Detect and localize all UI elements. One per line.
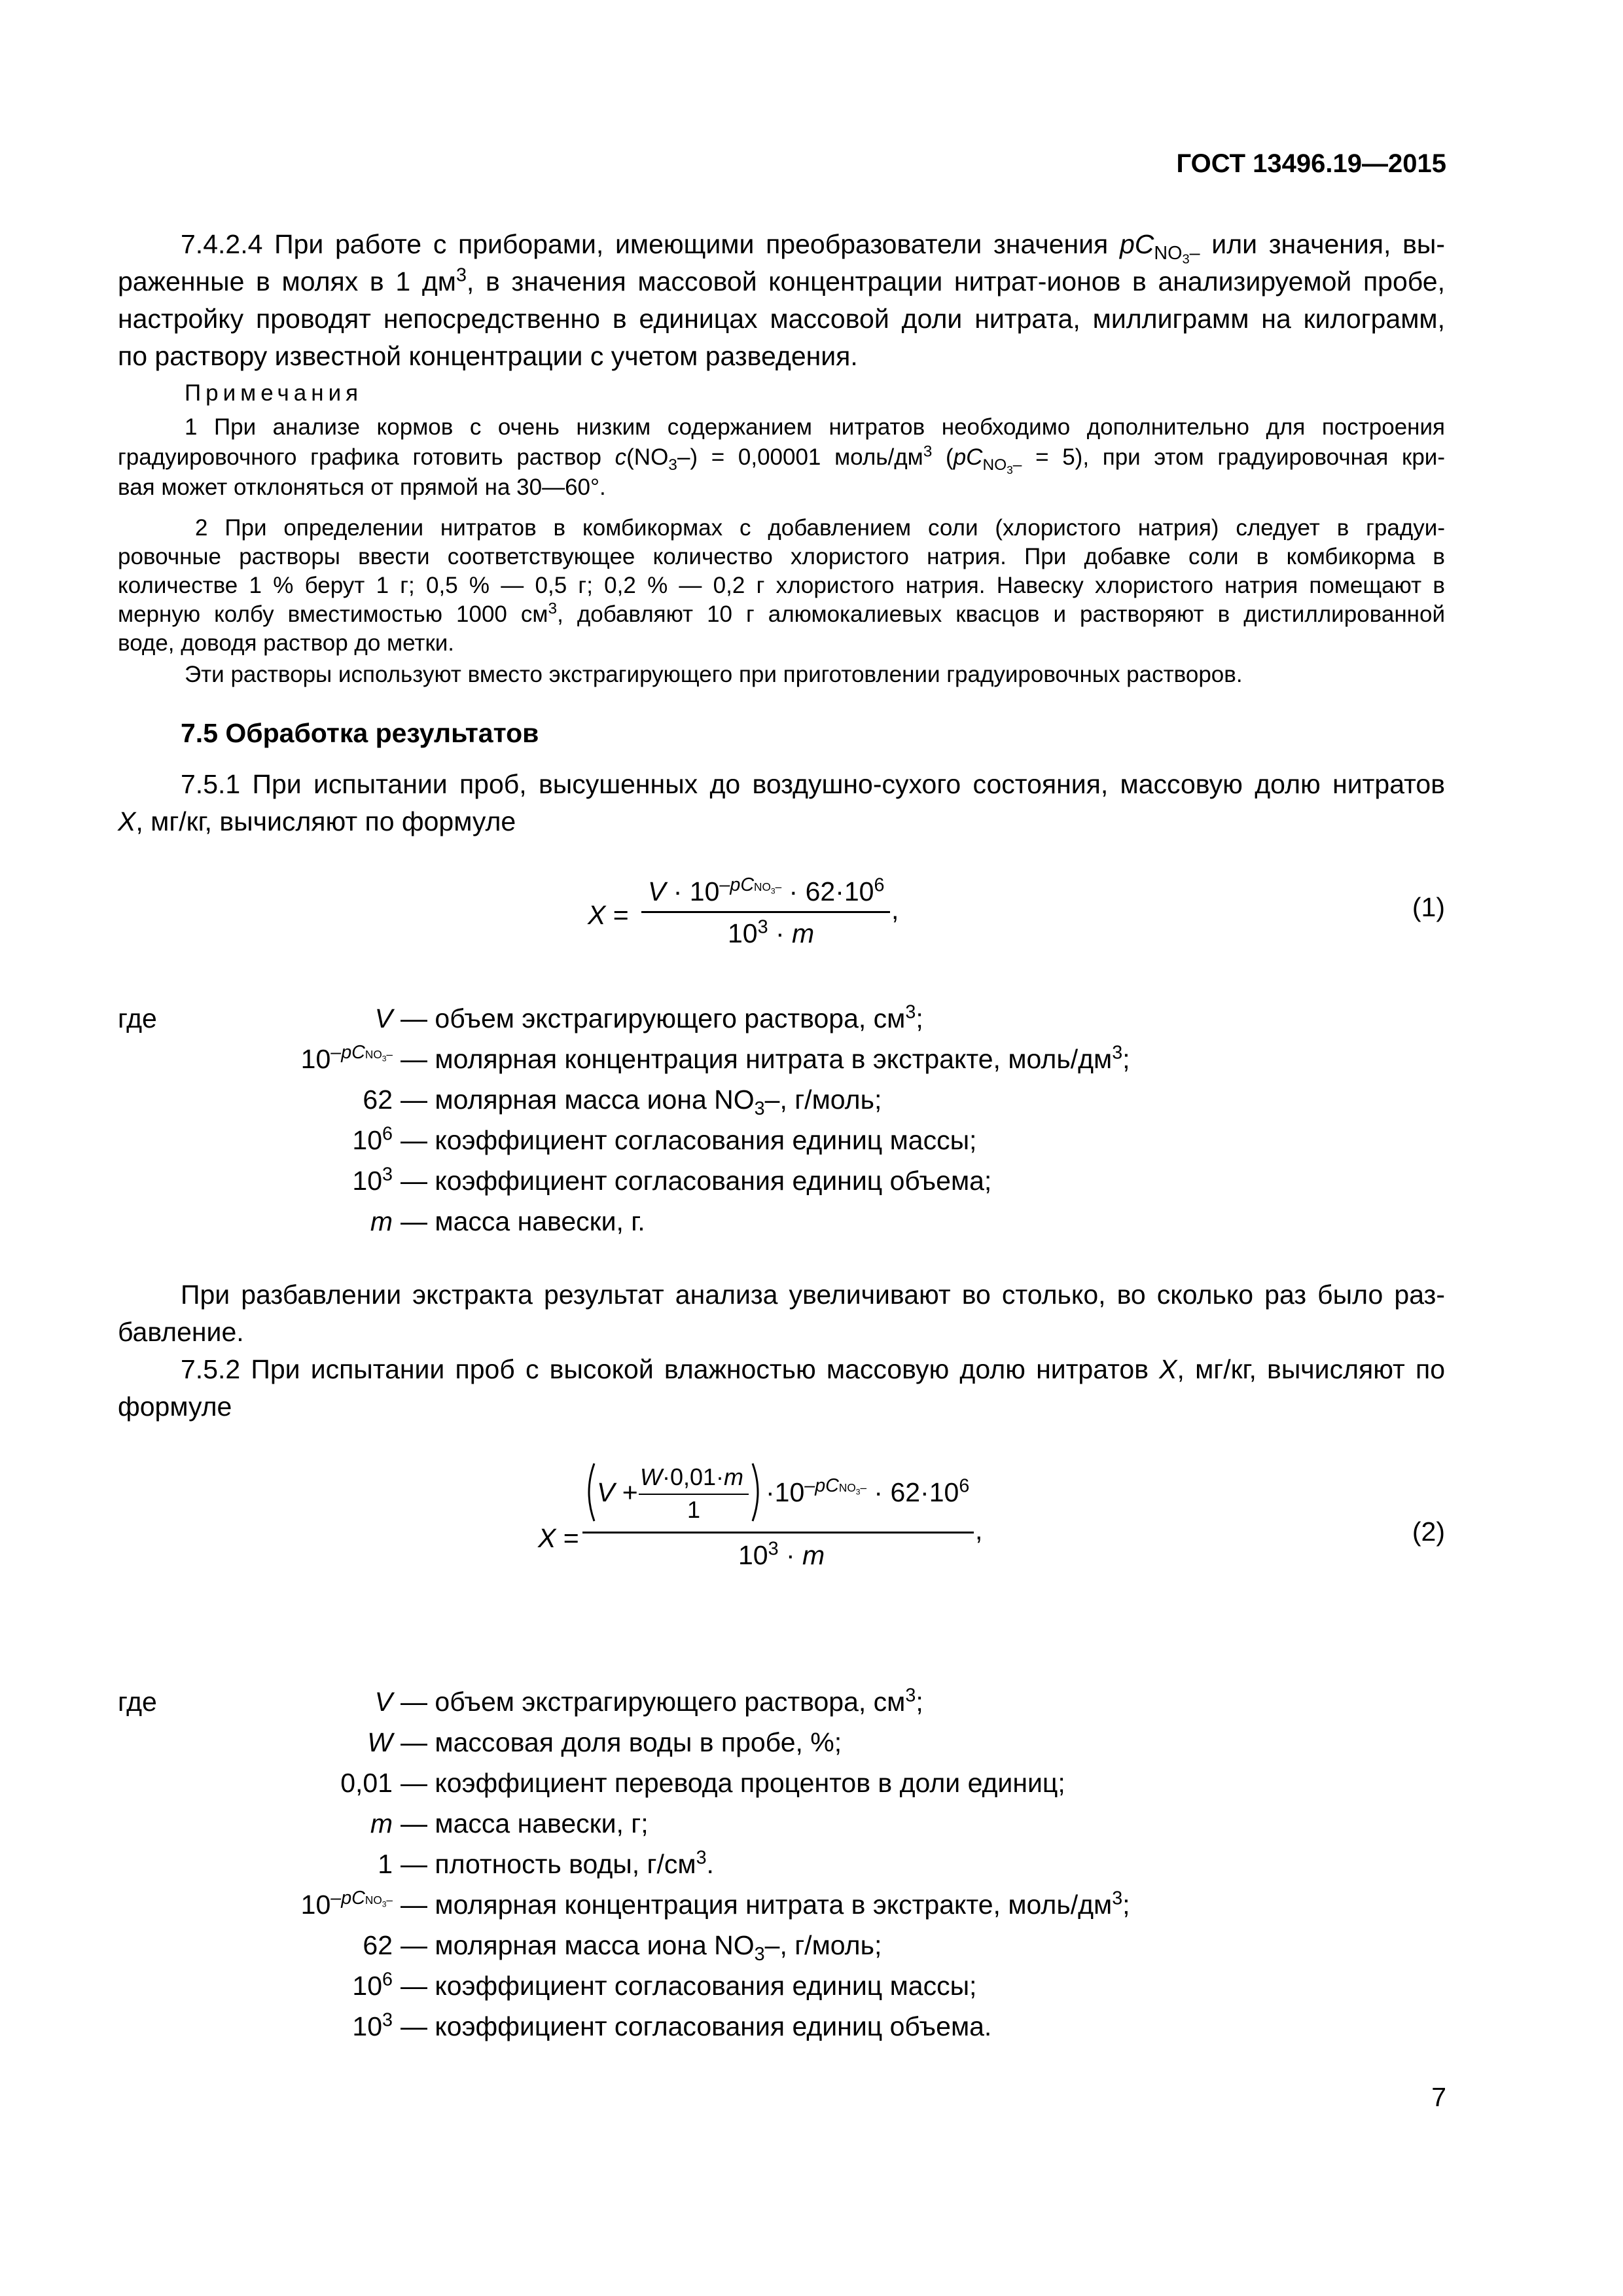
note1-line3: вая может отклоняться от прямой на 30—60°. [118,475,606,500]
p752-line2: формуле [118,1391,232,1422]
p7424-line2: раженные в молях в 1 $дм^3$, в значения массовой концентрации нитрат-ионов в анализируемой пробе, [118,264,1445,296]
p752-line1: 7.5.2 При испытании проб с высокой влажностью массовую долю нитратов X, мг/кг, вычисляют по [181,1354,1445,1384]
p7424-line4: по раствору известной концентрации с учетом разведения. [118,341,858,371]
formula2-V: V + [597,1477,638,1507]
formula2-label: (2) [1412,1516,1445,1547]
formula2-lhs: X = [538,1523,579,1553]
note2-line4: мерную колбу вместимостью 1000 $см^3$, добавляют 10 г алюмокалиевых квасцов и растворяют в дистиллированной [118,600,1445,627]
p7424-line3: настройку проводят непосредственно в единицах массовой доли нитрата, миллиграмм на килограмм, [118,304,1445,334]
formula2-inner-denominator: 1 [687,1496,701,1523]
note2-line6: Эти растворы используют вместо экстрагирующего при приготовлении градуировочных растворов. [185,662,1243,687]
formula2-paren-left [582,1462,597,1522]
formula2-inner-bar [639,1494,749,1495]
formula1-denominator: $10^3 \cdot m$ [728,916,815,948]
page-number: 7 [1431,2082,1446,2112]
formula2-paren-right [750,1462,764,1522]
note1-line2: градуировочного графика готовить раствор $c(NO_3-) = 0,00001$ моль/$дм^3$ $(pC_{NO_3-} = 5)$, при этом градуировочная кри- [118,442,1445,476]
dilution-line1: При разбавлении экстракта результат анализа увеличивают во столько, во сколько раз было раз- [181,1280,1445,1310]
legend1-where: где [118,1003,157,1033]
formula1-comma: , [891,895,899,925]
notes-title: Примечания [185,380,363,406]
p7424-line1: 7.4.2.4 При работе с приборами, имеющими преобразователи значения $pC_{NO_3-}$ или значения, вы- [181,229,1446,267]
note2-line1: 2 При определении нитратов в комбикормах с добавлением соли (хлористого натрия) следует в градуи- [195,515,1445,541]
note2-line3: количестве 1 % берут 1 г; 0,5 % — 0,5 г; 0,2 % — 0,2 г хлористого натрия. Навеску хлористого натрия помещают в [118,573,1445,598]
p751-line1: 7.5.1 При испытании проб, высушенных до воздушно-сухого состояния, массовую долю нитратов [181,769,1445,799]
note2-line2: ровочные растворы ввести соответствующее количество хлористого натрия. При добавке соли в комбикорма в [118,544,1445,569]
p751-line2: X, мг/кг, вычисляют по формуле [118,806,516,836]
formula1-label: (1) [1412,892,1445,922]
note2-line5: воде, доводя раствор до метки. [118,630,455,656]
section-heading: 7.5 Обработка результатов [181,718,539,748]
formula2-rest: $\cdot 10^{-pCNO_3-} \cdot 62\cdot 10^6$ [766,1475,970,1507]
formula2-fraction-bar [582,1532,974,1534]
standard-header: ГОСТ 13496.19—2015 [1176,149,1446,178]
dilution-line2: бавление. [118,1317,244,1347]
formula2-denominator: $10^3 \cdot m$ [738,1538,825,1570]
formula1-numerator: $V \cdot 10^{-pCNO_3-} \cdot 62\cdot 10^6$ [648,874,885,906]
formula1-lhs: X = [588,900,629,930]
formula2-inner-numerator: W·0,01·m [640,1463,744,1490]
note1-line1: 1 При анализе кормов с очень низким содержанием нитратов необходимо дополнительно для построения [185,414,1445,440]
legend2-where: где [118,1687,157,1717]
formula1-fraction-bar [641,911,890,913]
formula2-comma: , [975,1515,983,1545]
